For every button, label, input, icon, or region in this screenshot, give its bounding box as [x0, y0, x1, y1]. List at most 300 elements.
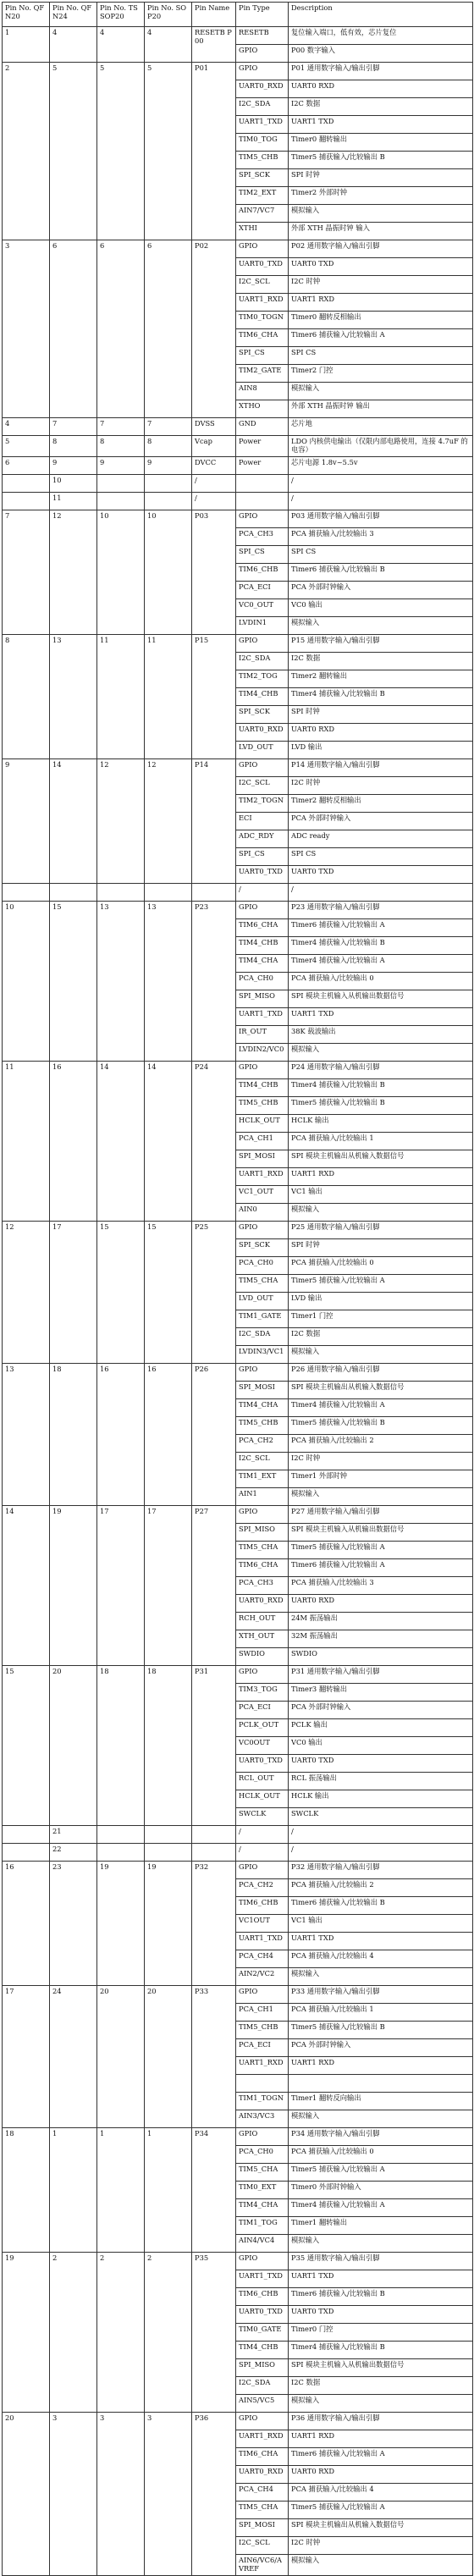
cell-description: 38K 载波输出 — [289, 1025, 473, 1043]
cell-pin-type: IR_OUT — [236, 1025, 289, 1043]
cell-qfn24: 11 — [50, 492, 97, 510]
cell-pin-type: / — [236, 1825, 289, 1843]
cell-tssop20: 18 — [97, 1665, 145, 1825]
cell-pin-type: TIM3_TOG — [236, 1683, 289, 1701]
cell-pin-type: UART1_TXD — [236, 116, 289, 134]
cell-description: Timer2 翻转反相输出 — [289, 794, 473, 812]
cell-pin-type: LVDIN2/VC0 — [236, 1043, 289, 1061]
cell-tssop20: 7 — [97, 418, 145, 436]
cell-pin-type: UART1_RXD — [236, 294, 289, 312]
table-row — [3, 240, 473, 258]
cell-pin-type: TIM1_EXT — [236, 1470, 289, 1487]
cell-pin-type: PCA_CH2 — [236, 1434, 289, 1452]
cell-pin-type: AIN8 — [236, 383, 289, 400]
cell-pin-type: RESETB — [236, 27, 289, 45]
cell-pin-type: PCA_ECI — [236, 581, 289, 598]
cell-description: UART1 TXD — [289, 116, 473, 134]
cell-pin-type: XTH_OUT — [236, 1630, 289, 1647]
cell-description: I2C 时钟 — [289, 776, 473, 794]
cell-description: / — [289, 1825, 473, 1843]
cell-qfn20: 10 — [3, 901, 50, 1061]
cell-pin-type: / — [236, 883, 289, 901]
cell-pin-name: P26 — [192, 1363, 236, 1505]
cell-pin-type: HCLK_OUT — [236, 1114, 289, 1132]
cell-pin-type: PCA_CH3 — [236, 1576, 289, 1594]
cell-description: 复位输入端口，低有效，芯片复位 — [289, 27, 473, 45]
table-row — [3, 2252, 473, 2270]
cell-pin-type: TIM1_TOGN — [236, 2092, 289, 2110]
cell-pin-type: SPI_MOSI — [236, 1381, 289, 1398]
table-row — [3, 418, 473, 436]
cell-pin-name: P24 — [192, 1061, 236, 1221]
cell-description: Timer6 捕获输入/比较输出 A — [289, 2447, 473, 2465]
table-row — [3, 63, 473, 80]
cell-pin-type: GPIO — [236, 1861, 289, 1878]
cell-qfn24: 7 — [50, 418, 97, 436]
cell-pin-type: PCA_CH1 — [236, 1132, 289, 1150]
cell-description: 外部 XTH 晶振时钟 输出 — [289, 400, 473, 418]
cell-tssop20: 1 — [97, 2127, 145, 2252]
cell-qfn24: 10 — [50, 474, 97, 492]
cell-pin-type: TIM4_CHB — [236, 936, 289, 954]
cell-pin-type: UART0_RXD — [236, 2465, 289, 2483]
cell-pin-type: AIN5/VC5 — [236, 2394, 289, 2412]
cell-pin-type: GPIO — [236, 1221, 289, 1238]
cell-tssop20: 13 — [97, 901, 145, 1061]
cell-tssop20 — [97, 1825, 145, 1843]
cell-description: Timer4 捕获输入/比较输出 A — [289, 1398, 473, 1416]
cell-pin-type: TIM1_TOG — [236, 2216, 289, 2234]
cell-pin-type: TIM5_CHA — [236, 2501, 289, 2518]
cell-description: UART1 TXD — [289, 2270, 473, 2287]
cell-sop20: 3 — [145, 2412, 192, 2575]
table-row — [3, 2127, 473, 2145]
cell-description: Timer1 门控 — [289, 1310, 473, 1327]
cell-pin-name: / — [192, 492, 236, 510]
cell-description: UART0 RXD — [289, 80, 473, 98]
cell-description: P14 通用数字输入/输出引脚 — [289, 758, 473, 776]
table-row — [3, 456, 473, 474]
cell-qfn24: 16 — [50, 1061, 97, 1221]
cell-pin-type: UART0_RXD — [236, 1594, 289, 1612]
cell-qfn24 — [50, 883, 97, 901]
cell-description: PCA 捕获输入/比较输出 2 — [289, 1878, 473, 1896]
cell-description: 外部 XTH 晶振时钟 输入 — [289, 223, 473, 240]
cell-pin-type: SWCLK — [236, 1807, 289, 1825]
cell-description: Timer0 翻转输出 — [289, 134, 473, 152]
header-tssop20: Pin No. TSSOP20 — [97, 3, 145, 27]
cell-description: Timer5 捕获输入/比较输出 B — [289, 152, 473, 169]
cell-description: / — [289, 492, 473, 510]
cell-description: / — [289, 883, 473, 901]
cell-sop20: 17 — [145, 1505, 192, 1665]
cell-description: P27 通用数字输入/输出引脚 — [289, 1505, 473, 1523]
cell-pin-type: TIM2_TOGN — [236, 794, 289, 812]
cell-pin-type — [236, 492, 289, 510]
cell-pin-type: AIN7/VC7 — [236, 205, 289, 223]
cell-description: Timer5 捕获输入/比较输出 A — [289, 2501, 473, 2518]
cell-sop20: 13 — [145, 901, 192, 1061]
cell-pin-type: LVD_OUT — [236, 1292, 289, 1310]
cell-pin-type: SPI_SCK — [236, 705, 289, 723]
cell-qfn20: 9 — [3, 758, 50, 883]
cell-pin-type: TIM1_GATE — [236, 1310, 289, 1327]
cell-description: PCA 外部时钟输入 — [289, 1701, 473, 1718]
cell-pin-type: PCA_CH3 — [236, 527, 289, 545]
table-row — [3, 1861, 473, 1878]
cell-pin-type: TIM2_EXT — [236, 187, 289, 205]
cell-pin-type: GPIO — [236, 2127, 289, 2145]
cell-pin-type: I2C_SCL — [236, 2536, 289, 2554]
cell-description: 模拟输入 — [289, 1967, 473, 1985]
header-pin-name: Pin Name — [192, 3, 236, 27]
cell-description: VC0 输出 — [289, 598, 473, 616]
cell-pin-type: GPIO — [236, 2412, 289, 2430]
cell-pin-name: P14 — [192, 758, 236, 883]
cell-pin-type: RCL_OUT — [236, 1772, 289, 1790]
cell-tssop20: 15 — [97, 1221, 145, 1363]
cell-description: Timer4 捕获输入/比较输出 A — [289, 2198, 473, 2216]
cell-pin-type: LVDIN3/VC1 — [236, 1345, 289, 1363]
cell-description: Timer0 门控 — [289, 2323, 473, 2341]
cell-sop20 — [145, 1825, 192, 1843]
cell-qfn24: 3 — [50, 2412, 97, 2575]
cell-description: Timer5 捕获输入/比较输出 A — [289, 1541, 473, 1558]
cell-qfn20: 18 — [3, 2127, 50, 2252]
cell-description: PCA 捕获输入/比较输出 4 — [289, 1950, 473, 1967]
cell-description: UART1 TXD — [289, 1932, 473, 1950]
cell-description: HCLK 输出 — [289, 1114, 473, 1132]
cell-tssop20 — [97, 492, 145, 510]
table-row — [3, 474, 473, 492]
cell-description: Timer6 捕获输入/比较输出 A — [289, 1558, 473, 1576]
cell-description: Timer1 外部时钟 — [289, 1470, 473, 1487]
cell-description: I2C 时钟 — [289, 2536, 473, 2554]
cell-qfn24: 6 — [50, 240, 97, 418]
cell-pin-name: P27 — [192, 1505, 236, 1665]
cell-description: P31 通用数字输入/输出引脚 — [289, 1665, 473, 1683]
cell-description: Timer1 翻转反向输出 — [289, 2092, 473, 2110]
cell-qfn20: 5 — [3, 436, 50, 457]
cell-pin-name: / — [192, 474, 236, 492]
cell-pin-type: HCLK_OUT — [236, 1790, 289, 1807]
cell-description: 模拟输入 — [289, 2554, 473, 2575]
cell-qfn20: 15 — [3, 1665, 50, 1825]
cell-pin-type: Power — [236, 436, 289, 457]
cell-pin-type: PCA_CH4 — [236, 2483, 289, 2501]
cell-pin-type: I2C_SCL — [236, 276, 289, 294]
table-row — [3, 1665, 473, 1683]
cell-pin-type: I2C_SDA — [236, 652, 289, 670]
pin-description-table — [2, 2, 473, 2576]
cell-pin-type: TIM0_TOG — [236, 134, 289, 152]
cell-pin-type: AIN6/VC6/AVREF — [236, 2554, 289, 2575]
cell-pin-type: GPIO — [236, 1505, 289, 1523]
cell-description: Timer1 翻转输出 — [289, 2216, 473, 2234]
cell-description: UART1 RXD — [289, 2056, 473, 2074]
cell-pin-type: SPI_SCK — [236, 1238, 289, 1256]
table-row — [3, 1985, 473, 2003]
cell-description: SPI 模块主机输出从机输入数据信号 — [289, 1150, 473, 1167]
table-row — [3, 1363, 473, 1381]
cell-sop20: 6 — [145, 240, 192, 418]
cell-description: LDO 内核供电输出（仅限内部电路使用，连接 4.7uF 的电容） — [289, 436, 473, 457]
cell-tssop20: 16 — [97, 1363, 145, 1505]
cell-sop20: 4 — [145, 27, 192, 63]
cell-pin-type: TIM6_CHA — [236, 329, 289, 347]
cell-description: RCL 振荡输出 — [289, 1772, 473, 1790]
cell-pin-type: VC0_OUT — [236, 598, 289, 616]
cell-qfn24: 18 — [50, 1363, 97, 1505]
cell-pin-name: P01 — [192, 63, 236, 240]
cell-pin-type: Power — [236, 456, 289, 474]
table-row — [3, 1825, 473, 1843]
cell-pin-type: GPIO — [236, 63, 289, 80]
cell-description: UART0 RXD — [289, 723, 473, 741]
cell-qfn24: 5 — [50, 63, 97, 240]
cell-tssop20: 2 — [97, 2252, 145, 2412]
cell-pin-type: UART1_TXD — [236, 1007, 289, 1025]
cell-pin-type: GPIO — [236, 2252, 289, 2270]
cell-pin-type: GPIO — [236, 1363, 289, 1381]
cell-pin-type: AIN1 — [236, 1487, 289, 1505]
header-qfn24: Pin No. QFN24 — [50, 3, 97, 27]
cell-pin-type: TIM0_GATE — [236, 2323, 289, 2341]
cell-qfn20: 4 — [3, 418, 50, 436]
cell-pin-type: UART1_RXD — [236, 2056, 289, 2074]
cell-pin-type: TIM5_CHB — [236, 2021, 289, 2038]
cell-description: Timer6 捕获输入/比较输出 A — [289, 918, 473, 936]
cell-qfn20: 3 — [3, 240, 50, 418]
cell-description: LVD 输出 — [289, 1292, 473, 1310]
cell-pin-type: UART1_TXD — [236, 2270, 289, 2287]
cell-qfn24: 14 — [50, 758, 97, 883]
cell-pin-type: TIM4_CHB — [236, 2341, 289, 2358]
cell-pin-type: GPIO — [236, 45, 289, 63]
cell-pin-type: I2C_SCL — [236, 776, 289, 794]
cell-pin-name: P32 — [192, 1861, 236, 1985]
cell-pin-name: DVCC — [192, 456, 236, 474]
cell-sop20: 20 — [145, 1985, 192, 2127]
table-row — [3, 1843, 473, 1861]
cell-pin-type: TIM5_CHA — [236, 2163, 289, 2181]
cell-description: P00 数字输入 — [289, 45, 473, 63]
cell-description: I2C 数据 — [289, 98, 473, 116]
cell-description: I2C 时钟 — [289, 1452, 473, 1470]
table-body — [3, 27, 473, 2576]
cell-pin-type: SPI_MISO — [236, 2358, 289, 2376]
cell-pin-type: AIN0 — [236, 1203, 289, 1221]
cell-tssop20: 4 — [97, 27, 145, 63]
cell-sop20: 15 — [145, 1221, 192, 1363]
cell-description: I2C 时钟 — [289, 276, 473, 294]
cell-pin-name: P03 — [192, 510, 236, 634]
cell-pin-type: GPIO — [236, 1665, 289, 1683]
cell-description: Timer2 翻转输出 — [289, 670, 473, 687]
cell-pin-type: VC1_OUT — [236, 1185, 289, 1203]
cell-pin-type: AIN3/VC3 — [236, 2110, 289, 2127]
cell-sop20: 16 — [145, 1363, 192, 1505]
cell-description: Timer6 捕获输入/比较输出 B — [289, 1896, 473, 1914]
cell-pin-type: UART0_RXD — [236, 80, 289, 98]
cell-pin-type: TIM2_TOG — [236, 670, 289, 687]
cell-description: P36 通用数字输入/输出引脚 — [289, 2412, 473, 2430]
cell-qfn24: 15 — [50, 901, 97, 1061]
cell-pin-type: TIM6_CHB — [236, 563, 289, 581]
cell-pin-type: TIM2_GATE — [236, 365, 289, 383]
cell-sop20: 14 — [145, 1061, 192, 1221]
cell-description: VC1 输出 — [289, 1185, 473, 1203]
cell-description: P25 通用数字输入/输出引脚 — [289, 1221, 473, 1238]
table-row — [3, 1505, 473, 1523]
cell-description: Timer5 捕获输入/比较输出 A — [289, 1274, 473, 1292]
cell-sop20: 11 — [145, 634, 192, 758]
cell-description: P15 通用数字输入/输出引脚 — [289, 634, 473, 652]
cell-description: 模拟输入 — [289, 1345, 473, 1363]
cell-description: SPI 时钟 — [289, 1238, 473, 1256]
cell-description: Timer5 捕获输入/比较输出 B — [289, 1416, 473, 1434]
cell-pin-type: PCA_CH0 — [236, 1256, 289, 1274]
cell-pin-type: UART0_RXD — [236, 723, 289, 741]
cell-pin-type: TIM0_EXT — [236, 2181, 289, 2198]
cell-description: UART0 TXD — [289, 1754, 473, 1772]
cell-pin-type: TIM4_CHA — [236, 1398, 289, 1416]
cell-pin-name: P02 — [192, 240, 236, 418]
cell-pin-type: TIM5_CHB — [236, 152, 289, 169]
cell-pin-type: LVD_OUT — [236, 741, 289, 758]
cell-pin-type: ADC_RDY — [236, 830, 289, 847]
cell-pin-type: LVDIN1 — [236, 616, 289, 634]
cell-tssop20: 17 — [97, 1505, 145, 1665]
cell-pin-name — [192, 883, 236, 901]
cell-description: UART1 TXD — [289, 1007, 473, 1025]
cell-pin-name: P36 — [192, 2412, 236, 2575]
table-row — [3, 758, 473, 776]
cell-tssop20: 5 — [97, 63, 145, 240]
cell-pin-type: VC1OUT — [236, 1914, 289, 1932]
cell-description: I2C 数据 — [289, 652, 473, 670]
cell-description: Timer2 门控 — [289, 365, 473, 383]
cell-tssop20 — [97, 883, 145, 901]
cell-qfn24: 23 — [50, 1861, 97, 1985]
cell-qfn24: 19 — [50, 1505, 97, 1665]
cell-description: Timer5 捕获输入/比较输出 B — [289, 2021, 473, 2038]
cell-description: SPI 时钟 — [289, 169, 473, 187]
cell-pin-type: XTHO — [236, 400, 289, 418]
cell-pin-type: PCA_CH1 — [236, 2003, 289, 2021]
cell-description: 24M 振荡输出 — [289, 1612, 473, 1630]
table-row — [3, 492, 473, 510]
cell-tssop20: 19 — [97, 1861, 145, 1985]
cell-sop20 — [145, 1843, 192, 1861]
cell-description: 模拟输入 — [289, 1043, 473, 1061]
cell-sop20: 7 — [145, 418, 192, 436]
cell-pin-type: UART1_RXD — [236, 2430, 289, 2447]
cell-pin-name: P25 — [192, 1221, 236, 1363]
cell-description: / — [289, 474, 473, 492]
cell-description: PCA 捕获输入/比较输出 1 — [289, 1132, 473, 1150]
cell-pin-type: UART0_TXD — [236, 258, 289, 276]
cell-tssop20: 6 — [97, 240, 145, 418]
cell-pin-type: PCA_ECI — [236, 1701, 289, 1718]
cell-description: 芯片电源 1.8v~5.5v — [289, 456, 473, 474]
cell-description: Timer6 捕获输入/比较输出 A — [289, 329, 473, 347]
cell-pin-type: GPIO — [236, 634, 289, 652]
cell-sop20: 1 — [145, 2127, 192, 2252]
cell-pin-type: GPIO — [236, 510, 289, 527]
cell-pin-type: UART0_TXD — [236, 865, 289, 883]
table-row — [3, 27, 473, 45]
cell-description: I2C 数据 — [289, 2376, 473, 2394]
cell-pin-type: TIM5_CHA — [236, 1541, 289, 1558]
cell-qfn24: 22 — [50, 1843, 97, 1861]
cell-qfn24: 9 — [50, 456, 97, 474]
cell-pin-type: I2C_SCL — [236, 1452, 289, 1470]
header-pin-type: Pin Type — [236, 3, 289, 27]
cell-description: Timer6 捕获输入/比较输出 B — [289, 563, 473, 581]
cell-qfn20: 2 — [3, 63, 50, 240]
cell-description: Timer4 捕获输入/比较输出 B — [289, 2341, 473, 2358]
cell-description: Timer4 捕获输入/比较输出 B — [289, 1078, 473, 1096]
table-row — [3, 2412, 473, 2430]
cell-description: 模拟输入 — [289, 616, 473, 634]
cell-description: PCA 捕获输入/比较输出 0 — [289, 972, 473, 990]
cell-pin-type: ECI — [236, 812, 289, 830]
cell-pin-type: SPI_CS — [236, 545, 289, 563]
cell-pin-type: RCH_OUT — [236, 1612, 289, 1630]
cell-pin-name: P15 — [192, 634, 236, 758]
cell-pin-type: SPI_MOSI — [236, 1150, 289, 1167]
cell-pin-name: P33 — [192, 1985, 236, 2127]
cell-qfn20: 12 — [3, 1221, 50, 1363]
table-row — [3, 510, 473, 527]
cell-description: SPI 时钟 — [289, 705, 473, 723]
cell-description: LVD 输出 — [289, 741, 473, 758]
cell-pin-type: TIM5_CHB — [236, 1096, 289, 1114]
cell-pin-type: TIM6_CHB — [236, 1896, 289, 1914]
cell-description: P32 通用数字输入/输出引脚 — [289, 1861, 473, 1878]
cell-qfn20 — [3, 474, 50, 492]
cell-sop20 — [145, 474, 192, 492]
cell-description: UART0 TXD — [289, 865, 473, 883]
cell-pin-type: TIM4_CHA — [236, 2198, 289, 2216]
cell-description: UART0 RXD — [289, 2465, 473, 2483]
cell-sop20 — [145, 883, 192, 901]
cell-description: 模拟输入 — [289, 2234, 473, 2252]
cell-description: HCLK 输出 — [289, 1790, 473, 1807]
cell-description: PCA 捕获输入/比较输出 4 — [289, 2483, 473, 2501]
cell-description: 芯片地 — [289, 418, 473, 436]
cell-pin-type: / — [236, 1843, 289, 1861]
cell-description: PCA 外部时钟输入 — [289, 812, 473, 830]
cell-description: P26 通用数字输入/输出引脚 — [289, 1363, 473, 1381]
cell-description: Timer0 翻转反相输出 — [289, 312, 473, 329]
cell-pin-type: GPIO — [236, 240, 289, 258]
cell-pin-type: PCA_CH0 — [236, 2145, 289, 2163]
cell-pin-type: SPI_MISO — [236, 1523, 289, 1541]
cell-pin-type: SPI_SCK — [236, 169, 289, 187]
cell-qfn20: 19 — [3, 2252, 50, 2412]
cell-pin-name: P23 — [192, 901, 236, 1061]
cell-pin-type: PCA_CH4 — [236, 1950, 289, 1967]
cell-pin-type: SPI_CS — [236, 847, 289, 865]
cell-qfn24: 12 — [50, 510, 97, 634]
header-sop20: Pin No. SOP20 — [145, 3, 192, 27]
cell-description: PCA 外部时钟输入 — [289, 581, 473, 598]
cell-pin-name: P34 — [192, 2127, 236, 2252]
cell-description: PCA 外部时钟输入 — [289, 2038, 473, 2056]
cell-pin-name: DVSS — [192, 418, 236, 436]
